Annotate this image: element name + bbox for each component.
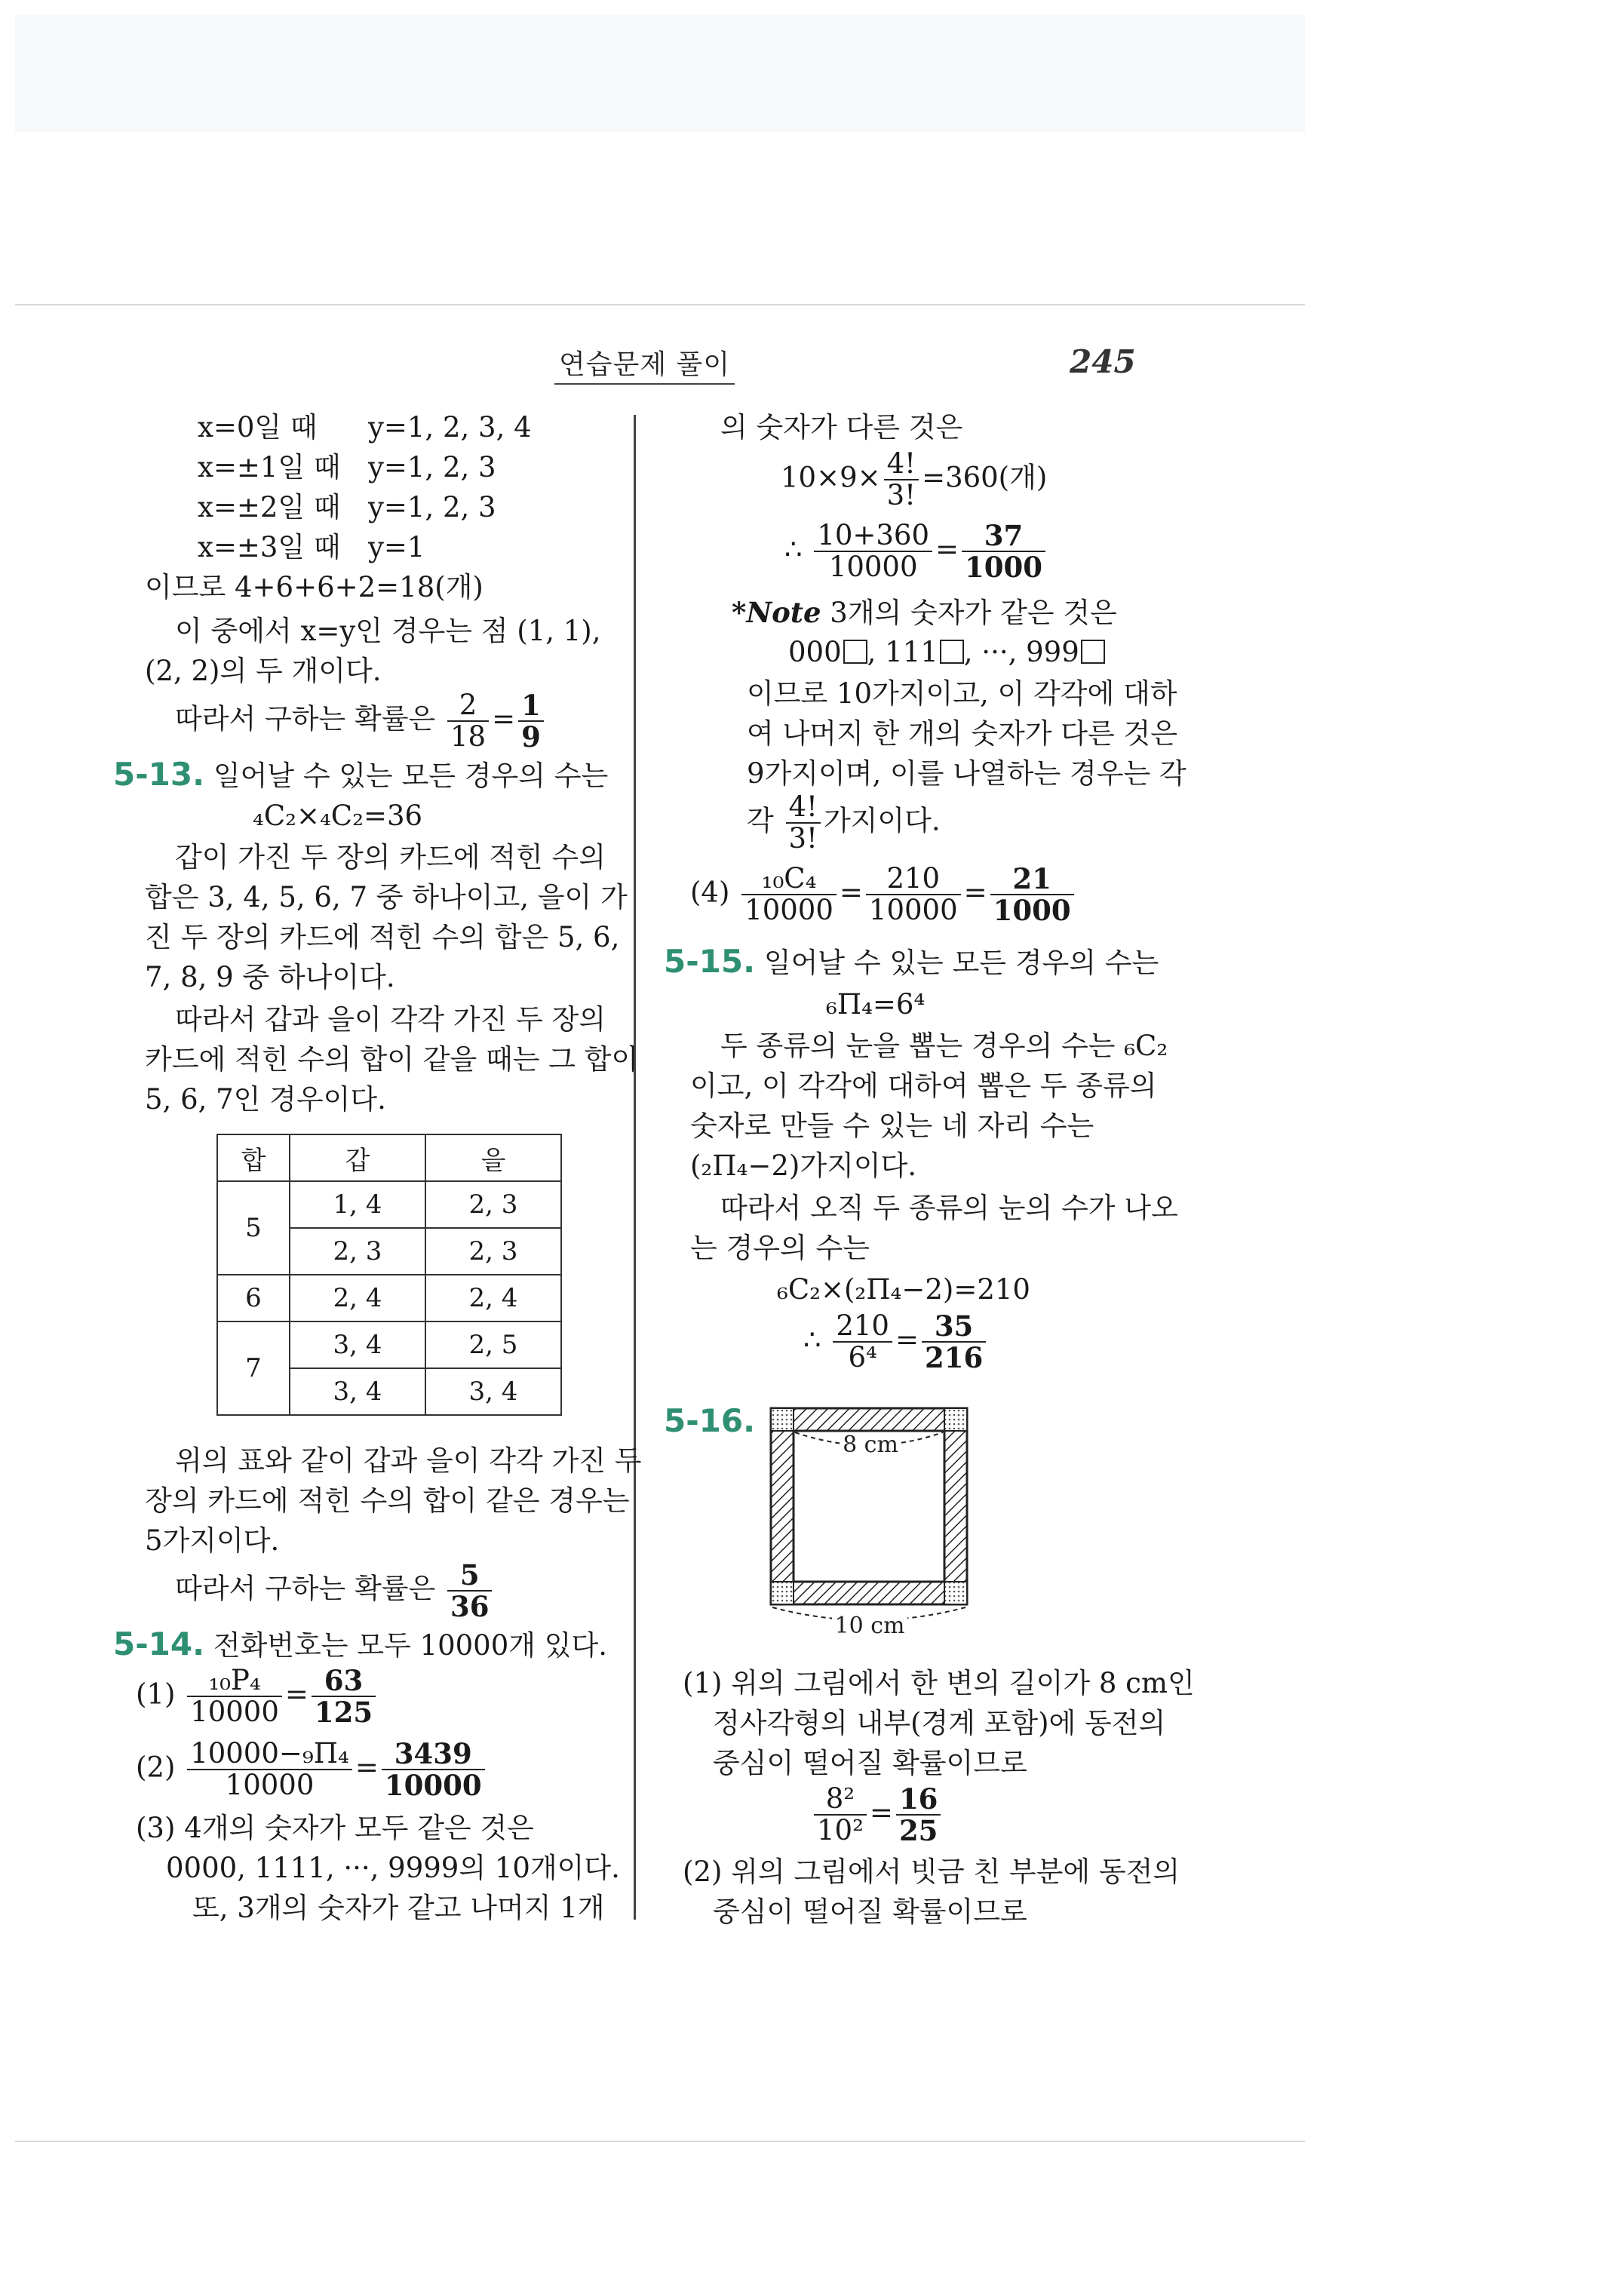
- table-cell: 3, 4: [425, 1368, 561, 1415]
- paragraph-line: 두 종류의 눈을 뽑는 경우의 수는 ₆C₂: [720, 1030, 1168, 1062]
- case-x-1: x=±1일 때: [198, 451, 341, 483]
- page-number: 245: [1070, 343, 1136, 380]
- paragraph-line: 는 경우의 수는: [690, 1232, 870, 1264]
- table-header: 합: [217, 1134, 290, 1181]
- count-line: 이므로 4+6+6+2=18(개): [145, 571, 484, 603]
- table-cell-sum: 6: [217, 1275, 290, 1321]
- paragraph-line: 갑이 가진 두 장의 카드에 적힌 수의: [175, 841, 606, 873]
- case-x-2: x=±2일 때: [198, 491, 341, 523]
- table-cell: 2, 4: [425, 1275, 561, 1321]
- case-y-2: y=1, 2, 3: [368, 491, 496, 523]
- problem-number: 5-14.: [113, 1625, 205, 1662]
- formula: ₆C₂×(₂Π₄−2)=210: [777, 1273, 1030, 1306]
- subproblem-2: (2) $\frac{\text{10000−₉Π₄}}{10000}$ = $\frac{3439}{10000}$: [136, 1739, 488, 1800]
- case-y-3: y=1: [368, 531, 425, 563]
- fraction-answer: $\frac{21}{1000}$: [990, 864, 1074, 925]
- fraction-answer: $\frac{3439}{10000}$: [382, 1739, 485, 1800]
- probability-lead: 따라서 구하는 확률은: [175, 702, 436, 735]
- subproblem-3-line: (3) 4개의 숫자가 모두 같은 것은: [136, 1812, 534, 1844]
- subproblem-3-line: 0000, 1111, ···, 9999의 10개이다.: [166, 1852, 620, 1884]
- case-y-1: y=1, 2, 3: [368, 451, 496, 483]
- fraction: $\frac{4!}{3!}$: [884, 449, 919, 511]
- probability-line: 따라서 구하는 확률은 $\frac{2}{18}$ = $\frac{1}{9}$: [175, 690, 547, 752]
- table-cell-sum: 7: [217, 1321, 290, 1415]
- case-y-0: y=1, 2, 3, 4: [368, 411, 532, 444]
- paragraph-line: (₂Π₄−2)가지이다.: [690, 1150, 917, 1182]
- corner-dotted: [771, 1408, 794, 1431]
- formula: ₆Π₄=6⁴: [826, 988, 926, 1021]
- square-frame-figure: [762, 1399, 988, 1641]
- note-label: *Note: [732, 596, 821, 629]
- fraction-answer: $\frac{16}{25}$: [896, 1784, 941, 1846]
- note-line: 여 나머지 한 개의 숫자가 다른 것은: [747, 717, 1177, 750]
- fraction: $\frac{\text{₁₀P₄}}{10000}$: [187, 1665, 282, 1727]
- fraction: $\frac{\text{10000−₉Π₄}}{10000}$: [187, 1739, 352, 1800]
- note-line: 9가지이며, 이를 나열하는 경우는 각: [747, 757, 1187, 790]
- fraction: $\frac{210}{10000}$: [866, 864, 961, 925]
- continuation-line: 의 숫자가 다른 것은: [720, 411, 963, 444]
- fraction-answer: $\frac{63}{125}$: [312, 1665, 376, 1727]
- fraction: $\frac{\text{₁₀C₄}}{10000}$: [741, 864, 837, 925]
- table-cell: 3, 4: [290, 1368, 425, 1415]
- blank-box-icon: [843, 640, 867, 664]
- paragraph-line: 진 두 장의 카드에 적힌 수의 합은 5, 6,: [145, 921, 620, 953]
- column-divider: [634, 415, 636, 1920]
- paragraph-line: 5, 6, 7인 경우이다.: [145, 1083, 386, 1116]
- paragraph-line: 따라서 갑과 을이 각각 가진 두 장의: [175, 1003, 606, 1036]
- fraction-answer: $\frac{35}{216}$: [922, 1311, 986, 1373]
- paragraph-line: 합은 3, 4, 5, 6, 7 중 하나이고, 을이 가: [145, 881, 628, 913]
- paragraph-line: 숫자로 만들 수 있는 네 자리 수는: [690, 1110, 1094, 1142]
- subproblem-4: (4) $\frac{\text{₁₀C₄}}{10000}$ = $\frac{210}{10000}$ = $\frac{21}{1000}$: [690, 864, 1077, 925]
- paragraph-line: 5가지이다.: [145, 1524, 280, 1557]
- table-cell: 2, 4: [290, 1275, 425, 1321]
- note-line: 000 , 111 , ···, 999: [788, 636, 1105, 669]
- problem-number: 5-16.: [664, 1402, 756, 1439]
- table-header: 갑: [290, 1134, 425, 1181]
- fraction-answer: $\frac{5}{36}$: [447, 1560, 493, 1622]
- subproblem-1-line: 중심이 떨어질 확률이므로: [713, 1747, 1027, 1779]
- paragraph-line: 카드에 적힌 수의 합이 같을 때는 그 합이: [145, 1043, 639, 1076]
- top-rule: [15, 304, 1305, 305]
- table-cell: 2, 3: [290, 1228, 425, 1275]
- problem-number: 5-13.: [113, 756, 205, 793]
- result-line: ∴ $\frac{10+360}{10000}$ = $\frac{37}{1000}$: [784, 520, 1048, 582]
- subproblem-1-line: (1) 위의 그림에서 한 변의 길이가 8 cm인: [683, 1667, 1195, 1699]
- note-line: 이므로 10가지이고, 이 각각에 대하: [747, 677, 1177, 710]
- table-cell: 2, 3: [425, 1228, 561, 1275]
- paragraph-line: 7, 8, 9 중 하나이다.: [145, 961, 395, 993]
- problem-5-14: 5-14. 전화번호는 모두 10000개 있다.: [113, 1625, 607, 1662]
- table-cell: 3, 4: [290, 1321, 425, 1368]
- table-cell: 1, 4: [290, 1181, 425, 1228]
- blank-box-icon: [1081, 640, 1105, 664]
- corner-dotted: [771, 1582, 794, 1604]
- subproblem-3-line: 또, 3개의 숫자가 같고 나머지 1개: [192, 1892, 605, 1924]
- subproblem-1-line: 정사각형의 내부(경계 포함)에 동전의: [713, 1707, 1166, 1739]
- fraction: $\frac{210}{\text{6⁴}}$: [833, 1311, 892, 1373]
- problem-5-16: [664, 1404, 755, 1439]
- fraction-answer: $\frac{37}{1000}$: [962, 520, 1045, 582]
- paragraph-line: 장의 카드에 적힌 수의 합이 같은 경우는: [145, 1484, 630, 1517]
- scan-top-band: [15, 15, 1305, 132]
- table-cell: 2, 5: [425, 1321, 561, 1368]
- result-line: ∴ $\frac{210}{\text{6⁴}}$ = $\frac{35}{216}$: [803, 1311, 989, 1373]
- table-header: 을: [425, 1134, 561, 1181]
- table-cell: 2, 3: [425, 1181, 561, 1228]
- xy-line-1: 이 중에서 x=y인 경우는 점 (1, 1),: [175, 615, 601, 647]
- subproblem-1: (1) $\frac{\text{₁₀P₄}}{10000}$ = $\frac{63}{125}$: [136, 1665, 379, 1727]
- result-line: $\frac{\text{8²}}{\text{10²}}$ = $\frac{16}{25}$: [811, 1784, 944, 1846]
- case-x-0: x=0일 때: [198, 411, 318, 444]
- page-title: 연습문제 풀이: [554, 343, 735, 385]
- note-line: *Note 3개의 숫자가 같은 것은: [732, 596, 1117, 629]
- problem-5-15: 5-15. 일어날 수 있는 모든 경우의 수는: [664, 943, 1159, 980]
- blank-box-icon: [940, 640, 964, 664]
- xy-line-2: (2, 2)의 두 개이다.: [145, 655, 382, 687]
- corner-dotted: [944, 1408, 967, 1431]
- case-x-3: x=±3일 때: [198, 531, 341, 563]
- formula: ₄C₂×₄C₂=36: [253, 800, 423, 832]
- note-line: 각 $\frac{4!}{3!}$ 가지이다.: [747, 790, 941, 855]
- bottom-rule: [15, 2141, 1305, 2142]
- sum-table: [216, 1134, 562, 1416]
- inner-side-label: 8 cm: [843, 1432, 898, 1458]
- fraction: $\frac{2}{18}$: [447, 690, 489, 752]
- fraction: $\frac{4!}{3!}$: [786, 792, 821, 854]
- fraction-answer: $\frac{1}{9}$: [518, 690, 544, 752]
- fraction: $\frac{\text{8²}}{\text{10²}}$: [814, 1784, 867, 1846]
- problem-5-13: 5-13. 일어날 수 있는 모든 경우의 수는: [113, 756, 609, 793]
- subproblem-2-line: 중심이 떨어질 확률이므로: [713, 1895, 1027, 1928]
- fraction: $\frac{10+360}{10000}$: [814, 520, 932, 582]
- table-cell-sum: 5: [217, 1181, 290, 1275]
- subproblem-2-line: (2) 위의 그림에서 빗금 친 부분에 동전의: [683, 1856, 1180, 1888]
- paragraph-line: 따라서 오직 두 종류의 눈의 수가 나오: [720, 1192, 1178, 1224]
- paragraph-line: 이고, 이 각각에 대하여 뽑은 두 종류의: [690, 1070, 1157, 1102]
- problem-number: 5-15.: [664, 943, 756, 980]
- calc-line: 10×9× $\frac{4!}{3!}$ =360(개): [781, 447, 1048, 511]
- paragraph-line: 위의 표와 같이 갑과 을이 각각 가진 두: [175, 1444, 642, 1477]
- corner-dotted: [944, 1582, 967, 1604]
- probability-line: 따라서 구하는 확률은 $\frac{5}{36}$: [175, 1560, 495, 1622]
- outer-side-label: 10 cm: [834, 1613, 905, 1639]
